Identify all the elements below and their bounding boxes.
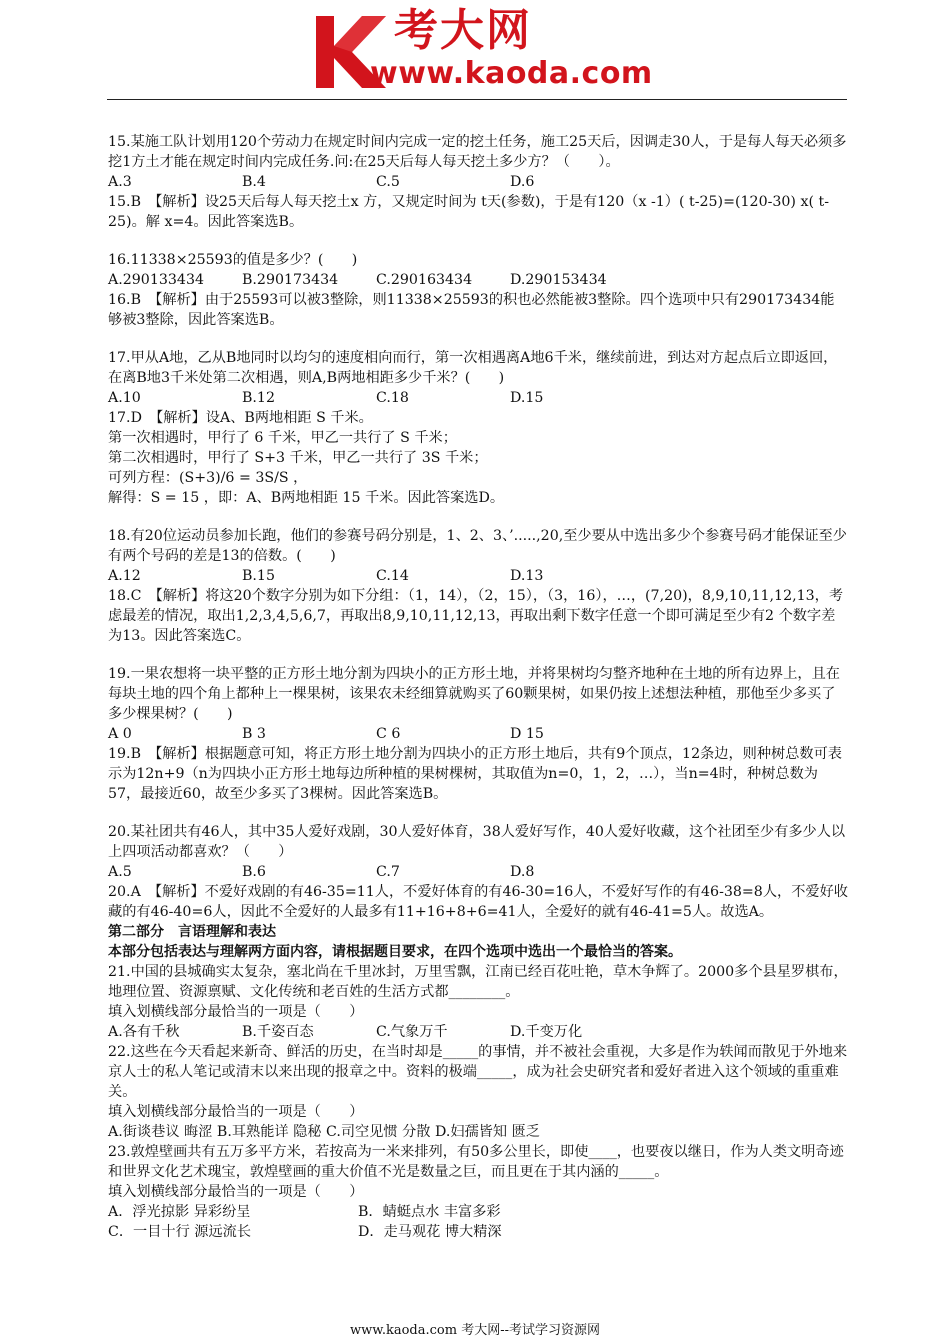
question-15-analysis: 15.B 【解析】设25天后每人每天挖土x 方，又规定时间为 t天(参数)，于是有120（x -1）( t-25)=(120-30) x( t-25)。解 x=4。因此答案选B。 [108, 194, 830, 230]
option-b: B.千姿百态 [242, 1024, 314, 1040]
option-d: D.15 [510, 390, 544, 406]
question-22-prompt: 填入划横线部分最恰当的一项是（ ） [108, 1104, 364, 1120]
option-a: A.5 [108, 864, 132, 880]
question-17-options [108, 388, 848, 408]
option-d: D.13 [510, 568, 544, 584]
option-c: C.7 [376, 864, 400, 880]
question-19-options [108, 724, 848, 744]
option-d: D.6 [510, 174, 535, 190]
option-d: D.8 [510, 864, 535, 880]
option-c: C.14 [376, 568, 409, 584]
logo-url-text: www.kaoda.com [370, 56, 653, 91]
question-17-analysis-line: 解得：S = 15 ，即：A、B两地相距 15 千米。因此答案选D。 [108, 490, 505, 506]
question-18-stem: 18.有20位运动员参加长跑，他们的参赛号码分别是，1、2、3、’.....,20,至少要从中选出多少个参赛号码才能保证至少有两个号码的差是13的倍数。( ) [108, 528, 847, 564]
question-23-options-row-1 [108, 1202, 848, 1222]
question-17-analysis-line: 第二次相遇时，甲行了 S+3 千米，甲乙一共行了 3S 千米； [108, 450, 488, 466]
kaoda-logo [312, 6, 652, 96]
option-b: B.290173434 [242, 272, 339, 288]
option-c: C 6 [376, 726, 401, 742]
question-15-stem: 15.某施工队计划用120个劳动力在规定时间内完成一定的挖土任务，施工25天后，因调走30人，于是每人每天必须多挖1方土才能在规定时间内完成任务.问:在25天后每人每天挖土多少方？（ ）。 [108, 134, 847, 170]
part-2-title: 第二部分 言语理解和表达 [108, 924, 276, 940]
option-a: A.290133434 [108, 272, 204, 288]
question-16-analysis: 16.B 【解析】由于25593可以被3整除，则11338×25593的积也必然能被3整除。四个选项中只有290173434能够被3整除，因此答案选B。 [108, 292, 835, 328]
question-21-prompt: 填入划横线部分最恰当的一项是（ ） [108, 1004, 364, 1020]
option-a: A.12 [108, 568, 141, 584]
option-c: C.5 [376, 174, 400, 190]
option-c: C.气象万千 [376, 1024, 448, 1040]
option-b: B.4 [242, 174, 266, 190]
option-c: C．一目十行 源远流长 [108, 1224, 252, 1240]
option-a: A．浮光掠影 异彩纷呈 [108, 1204, 251, 1220]
question-21-stem: 21.中国的县城确实太复杂，塞北尚在千里冰封，万里雪飘，江南已经百花吐艳，草木争辉了。2000多个县星罗棋布，地理位置、资源禀赋、文化传统和老百姓的生活方式都________。 [108, 964, 848, 1000]
option-c: C.290163434 [376, 272, 473, 288]
option-a: A.3 [108, 174, 132, 190]
question-16-stem: 16.11338×25593的值是多少？( ) [108, 252, 358, 268]
question-17-analysis-line: 第一次相遇时，甲行了 6 千米，甲乙一共行了 S 千米； [108, 430, 457, 446]
question-21-options [108, 1022, 848, 1042]
option-a: A.10 [108, 390, 141, 406]
option-b: B.12 [242, 390, 275, 406]
page-footer: www.kaoda.com 考大网--考试学习资源网 [350, 1323, 600, 1338]
option-d: D.290153434 [510, 272, 607, 288]
option-b: B．蜻蜓点水 丰富多彩 [358, 1204, 501, 1220]
option-c: C.18 [376, 390, 409, 406]
option-d: D 15 [510, 726, 544, 742]
logo-chinese-text: 考大网 [394, 5, 532, 56]
option-b: B.6 [242, 864, 266, 880]
header-divider [107, 99, 847, 100]
option-b: B.15 [242, 568, 275, 584]
option-d: D.千变万化 [510, 1024, 583, 1040]
question-18-analysis: 18.C 【解析】将这20个数字分别为如下分组：（1，14），（2，15），（3，16），…，(7,20)，8,9,10,11,12,13，考虑最差的情况，取出1,2,3,4,5,6,7，再取出8,9,10,11,12,13，再取出剩下数字任意一个即可满足至少有2 个数字差为13。因此答案选C。 [108, 588, 844, 644]
question-17-stem: 17.甲从A地，乙从B地同时以均匀的速度相向而行，第一次相遇离A地6千米，继续前进，到达对方起点后立即返回，在离B地3千米处第二次相遇，则A,B两地相距多少千米？( ) [108, 350, 838, 386]
document-body [108, 132, 848, 1242]
question-20-analysis: 20.A 【解析】不爱好戏剧的有46-35=11人，不爱好体育的有46-30=16人，不爱好写作的有46-38=8人，不爱好收藏的有46-40=6人，因此不全爱好的人最多有11+16+8+6=41人，全爱好的就有46-41=5人。故选A。 [108, 884, 848, 920]
question-22-stem: 22.这些在今天看起来新奇、鲜活的历史，在当时却是_____的事情，并不被社会重视，大多是作为轶闻而散见于外地来京人士的私人笔记或清末以来出现的报章之中。资料的极端_____，成为社会史研究者和爱好者进入这个领域的重重难关。 [108, 1044, 848, 1100]
question-15-options [108, 172, 848, 192]
question-22-options: A.街谈巷议 晦涩 B.耳熟能详 隐秘 C.司空见惯 分散 D.妇孺皆知 匮乏 [108, 1124, 540, 1140]
part-2-intro: 本部分包括表达与理解两方面内容，请根据题目要求，在四个选项中选出一个最恰当的答案。 [108, 944, 682, 960]
question-23-options-row-2 [108, 1222, 848, 1242]
option-a: A.各有千秋 [108, 1024, 180, 1040]
question-18-options [108, 566, 848, 586]
question-19-analysis: 19.B 【解析】根据题意可知，将正方形土地分割为四块小的正方形土地后，共有9个顶点，12条边，则种树总数可表示为12n+9（n为四块小正方形土地每边所种植的果树棵树，其取值为n=0，1，2，…），当n=4时，种树总数为57，最接近60，故至少多买了3棵树。因此答案选B。 [108, 746, 842, 802]
question-23-stem: 23.敦煌壁画共有五万多平方米，若按高为一米来排列，有50多公里长，即使____，也要夜以继日，作为人类文明奇迹和世界文化艺术瑰宝，敦煌壁画的重大价值不光是数量之巨，而且更在于其内涵的_____。 [108, 1144, 844, 1180]
question-20-stem: 20.某社团共有46人，其中35人爱好戏剧，30人爱好体育，38人爱好写作，40人爱好收藏，这个社团至少有多少人以上四项活动都喜欢？（ ） [108, 824, 846, 860]
question-17-analysis-line: 17.D 【解析】设A、B两地相距 S 千米。 [108, 410, 373, 426]
question-19-stem: 19.一果农想将一块平整的正方形土地分割为四块小的正方形土地，并将果树均匀整齐地种在土地的所有边界上，且在每块土地的四个角上都种上一棵果树，该果农未经细算就购买了60颗果树，如果仍按上述想法种植，那他至少多买了多少棵果树？( ) [108, 666, 840, 722]
question-23-prompt: 填入划横线部分最恰当的一项是（ ） [108, 1184, 364, 1200]
option-b: B 3 [242, 726, 266, 742]
question-17-analysis-line: 可列方程：(S+3)/6 = 3S/S ， [108, 470, 308, 486]
question-16-options [108, 270, 848, 290]
option-d: D．走马观花 博大精深 [358, 1224, 502, 1240]
option-a: A 0 [108, 726, 132, 742]
question-20-options [108, 862, 848, 882]
